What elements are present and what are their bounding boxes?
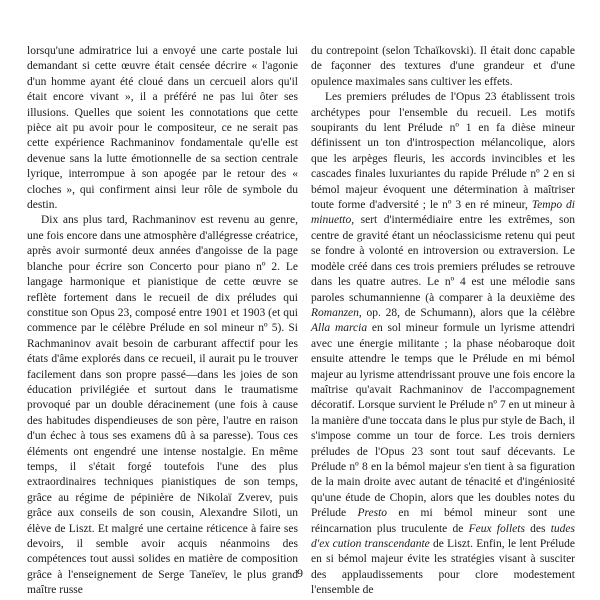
paragraph: lorsqu'une admiratrice lui a envoyé une carte postale lui demandant si cette œuvre était censée décrire « l'agonie d'un homme ayant été cloué dans un cercueil alors qu'il était encore vivant », il a préféré ne pas lui ôter ses illusions. Quelles que soient les connotations que cette pièce ait pu avoir pour le compositeur, ce ne serait pas cette expérience Rachmaninov fondamentale qu'elle est devenue sans la lutte émotionnelle de sa section centrale lyrique, interrompue à son apogée par le retour des « cloches », qui confirment ainsi leur rôle de symbole du destin. — [27, 45, 298, 212]
right-column — [311, 44, 575, 599]
paragraph: du contrepoint (selon Tchaïkovski). Il était donc capable de façonner des textures d'une grandeur et d'une opulence maximales sans cultiver les effets. — [311, 45, 575, 88]
paragraph — [311, 90, 575, 598]
text-run: Les premiers préludes de l'Opus 23 établissent trois archétypes pour l'ensemble du recueil. Les motifs soupirants du lent Prélude nº 1 en fa dièse mineur définissent un ton d'introspection mélancolique, alors que les arpèges fleuris, les accords invincibles et les cascades finales luxuriantes du rapide Prélude nº 2 en si bémol majeur évoquent une détermination à maîtriser toute forme d'adversité ; le nº 3 en ré mineur, — [311, 91, 575, 212]
left-column — [27, 44, 298, 599]
text-run: des — [524, 522, 551, 535]
italic-title: Romanzen — [311, 306, 359, 319]
italic-title: Presto — [357, 507, 388, 520]
paragraph: Dix ans plus tard, Rachmaninov est revenu au genre, une fois encore dans une atmosphère d'allégresse créatrice, après avoir surmonté deux années d'angoisse de la page blanche pour écrire son Concerto pour piano nº 2. Le langage harmonique et pianistique de cette œuvre se reflète fortement dans le recueil de dix préludes qui constitue son Opus 23, composé entre 1901 et 1903 (et qui commence par le célèbre Prélude en sol mineur nº 5). Si Rachmaninov avait besoin de carburant affectif pour les états d'âme explorés dans ce recueil, il aurait pu le trouver facilement dans son propre passé—dans les joies de son éducation privilégiée et surtout dans le traumatisme provoqué par un double déracinement (une fois à cause des habitudes dispendieuses de son père, l'autre en raison d'un échec à tous ses examens dû à sa paresse). Tous ces éléments ont engendré une intense nostalgie. En même temps, il s'était forgé toutefois l'une des plus extraordinaires techniques pianistiques de son temps, grâce au régime de pépinière de Nikolaï Zverev, puis grâce aux conseils de son cousin, Alexandre Siloti, un élève de Liszt. Et malgré une certaine réticence à faire ses devoirs, il semble avoir acquis néanmoins des compétences tout aussi solides en matière de composition grâce à l'enseignement de Serge Taneïev, le plus grand maître russe — [27, 214, 298, 597]
text-run: , op. 28, de Schumann), alors que la célèbre — [358, 306, 575, 319]
italic-title: Tempo di minuetto — [311, 199, 575, 227]
text-run: en sol mineur formule un lyrisme attendri avec une énergie militante ; la phase néobaroque doit ensuite attendre le temps que le Prélude en mi bémol majeur au lyrisme attendrissant prouve une fois encore la maîtrise qu'avait Rachmaninov de l'accompagnement décoratif. Lorsque survient le Prélude nº 7 en ut mineur à la manière d'une toccata dans le plus pur style de Bach, il s'impose comme un tour de force. Les trois derniers préludes de l'Opus 23 sont tout sauf décevants. Le Prélude nº 8 en la bémol majeur s'en tient à sa figuration de la main droite avec autant de ténacité et d'ingéniosité qu'une étude de Chopin, alors que les doubles notes du Prélude — [311, 322, 575, 520]
text-run: de Liszt. Enfin, le lent Prélude en si bémol majeur évite les stratégies visant à susciter des applaudissements pour clore modestement l'ensemble de — [311, 538, 575, 597]
italic-title: tudes d'ex cution transcendante — [311, 522, 575, 550]
italic-title: Feux follets — [468, 522, 525, 535]
page-number: 9 — [297, 566, 303, 580]
italic-title: Alla marcia — [311, 322, 368, 335]
text-run: en mi bémol mineur sont une réincarnation plus truculente de — [311, 507, 575, 535]
text-run: , sert d'intermédiaire entre les extrêmes, son centre de gravité étant un néoclassicisme retenu qui peut se fondre à volonté en introversion ou extraversion. Le modèle créé dans ces trois premiers préludes se retrouve dans les quatre autres. Le nº 4 est une mélodie sans paroles schumannienne (à comparer à la deuxième des — [311, 214, 575, 304]
